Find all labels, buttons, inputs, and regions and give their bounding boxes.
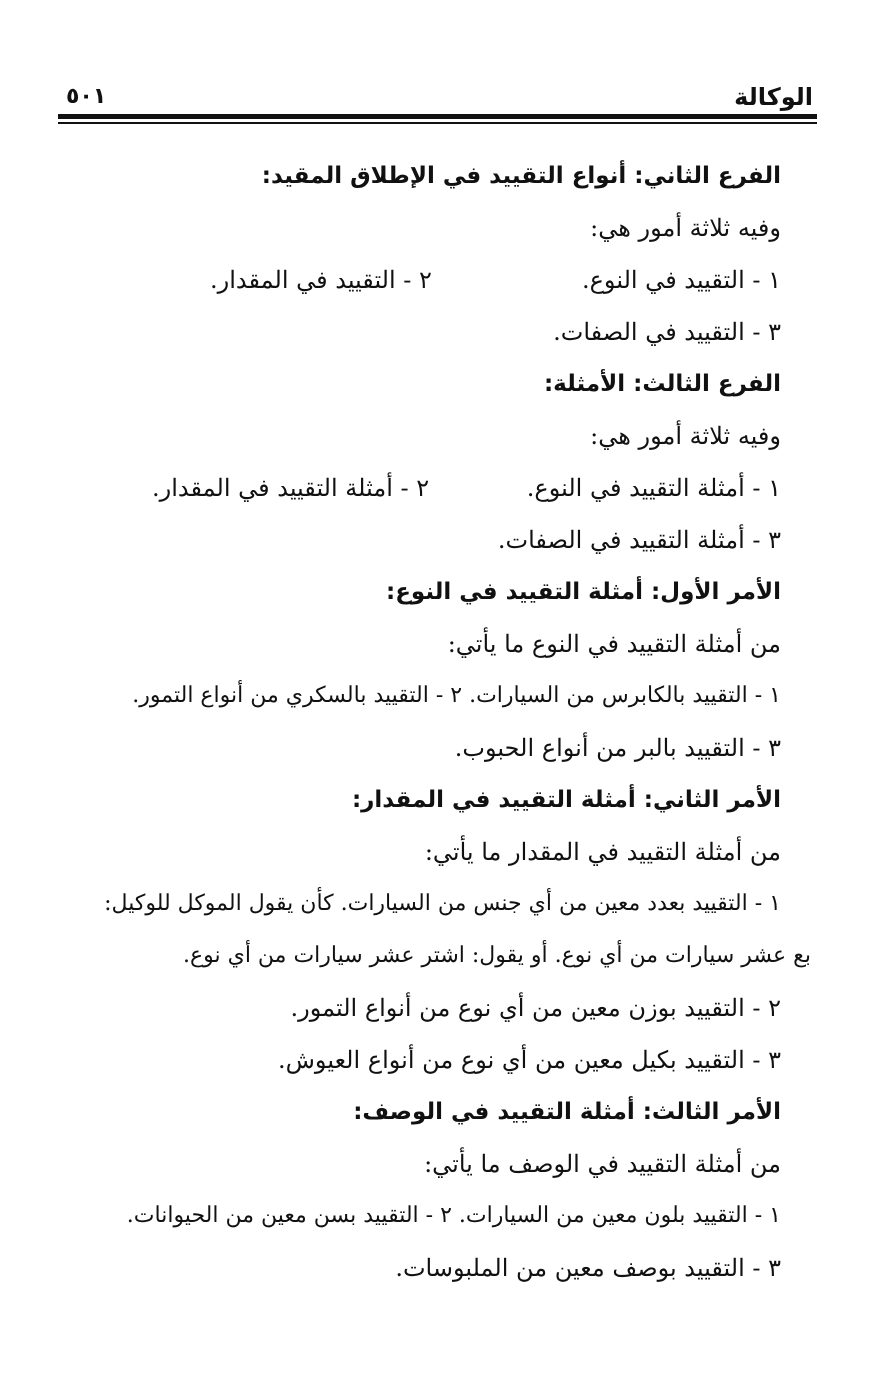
heading-text: الأمر الثاني: أمثلة التقييد في المقدار: — [351, 787, 781, 813]
header-rule-thin — [58, 122, 817, 124]
paragraph-text: وفيه ثلاثة أمور هي: — [590, 214, 781, 242]
paragraph — [40, 410, 781, 462]
header-rule-thick — [58, 114, 817, 119]
paragraph-text: من أمثلة التقييد في الوصف ما يأتي: — [424, 1150, 781, 1178]
list-item: ٣ - أمثلة التقييد في الصفات. — [497, 526, 781, 554]
paragraph-text: من أمثلة التقييد في النوع ما يأتي: — [447, 630, 781, 658]
paragraph — [40, 202, 781, 254]
paragraph-text: وفيه ثلاثة أمور هي: — [590, 422, 781, 450]
list-item: ٢ - التقييد بوزن معين من أي نوع من أنواع التمور. — [290, 994, 781, 1022]
section-heading — [40, 1086, 781, 1138]
list-item: ٣ - التقييد بالبر من أنواع الحبوب. — [454, 734, 781, 762]
list-row — [40, 1190, 781, 1242]
list-row — [40, 462, 781, 514]
heading-text: الأمر الأول: أمثلة التقييد في النوع: — [386, 579, 781, 605]
list-item: ٢ - التقييد في المقدار. — [210, 266, 432, 294]
list-item: ١ - أمثلة التقييد في النوع. — [526, 474, 781, 502]
section-heading — [40, 774, 781, 826]
section-heading — [40, 150, 781, 202]
list-row — [40, 514, 781, 566]
list-item: ١ - التقييد بالكابرس من السيارات. ٢ - التقييد بالسكري من أنواع التمور. — [132, 683, 781, 708]
list-item: ٣ - التقييد بوصف معين من الملبوسات. — [395, 1254, 781, 1282]
paragraph-text: بع عشر سيارات من أي نوع. أو يقول: اشتر عشر سيارات من أي نوع. — [183, 943, 811, 968]
list-row — [40, 878, 781, 930]
running-header — [58, 78, 815, 118]
paragraph-text: من أمثلة التقييد في المقدار ما يأتي: — [424, 838, 781, 866]
paragraph — [40, 826, 781, 878]
list-item: ١ - التقييد في النوع. — [581, 266, 781, 294]
page-body — [40, 150, 811, 1294]
list-item: ١ - التقييد بلون معين من السيارات. ٢ - التقييد بسن معين من الحيوانات. — [126, 1203, 781, 1228]
paragraph — [40, 618, 781, 670]
list-item: ٣ - التقييد في الصفات. — [553, 318, 781, 346]
list-item: ٣ - التقييد بكيل معين من أي نوع من أنواع العيوش. — [278, 1046, 781, 1074]
section-heading — [40, 566, 781, 618]
list-row — [40, 670, 781, 722]
list-item: ١ - التقييد بعدد معين من أي جنس من السيارات. كأن يقول الموكل للوكيل: — [104, 891, 781, 916]
paragraph-continuation — [40, 930, 811, 982]
list-row — [40, 982, 781, 1034]
list-row — [40, 722, 781, 774]
list-row — [40, 1034, 781, 1086]
list-row — [40, 1242, 781, 1294]
section-heading — [40, 358, 781, 410]
page-number: ٥٠١ — [66, 84, 107, 109]
paragraph — [40, 1138, 781, 1190]
list-row — [40, 306, 781, 358]
list-item: ٢ - أمثلة التقييد في المقدار. — [152, 474, 430, 502]
heading-text: الفرع الثالث: الأمثلة: — [543, 371, 781, 397]
list-row — [40, 254, 781, 306]
chapter-title: الوكالة — [734, 83, 813, 111]
heading-text: الأمر الثالث: أمثلة التقييد في الوصف: — [353, 1099, 781, 1125]
heading-text: الفرع الثاني: أنواع التقييد في الإطلاق المقيد: — [261, 163, 781, 189]
